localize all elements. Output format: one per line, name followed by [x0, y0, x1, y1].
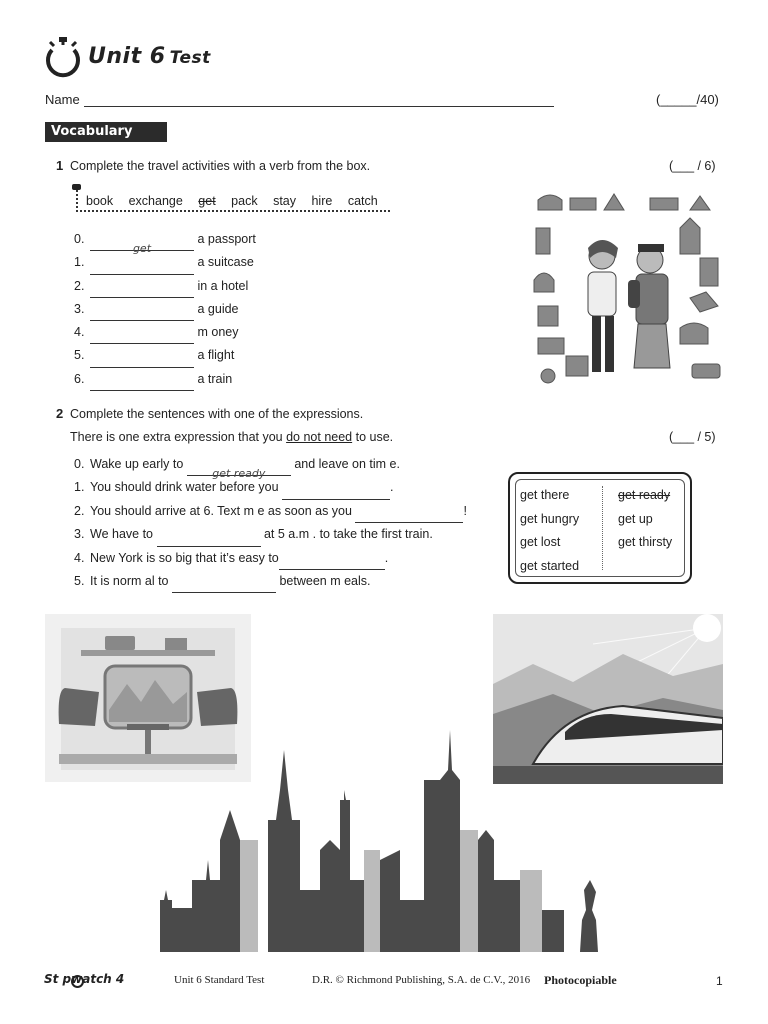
stopwatch-icon	[71, 975, 84, 988]
answer-field[interactable]	[90, 284, 194, 298]
list-item: 2. in a hotel	[74, 275, 256, 298]
expression-item: get there	[520, 488, 570, 502]
expression-box	[508, 472, 692, 584]
list-item: 0.get a passport	[74, 232, 256, 256]
name-label: Name	[45, 92, 80, 107]
expression-item: get started	[520, 558, 580, 573]
answer-field[interactable]: get ready	[187, 462, 291, 476]
exercise-2-score: (___ / 5)	[669, 430, 716, 444]
exercise-1-list	[74, 228, 256, 391]
word-item: catch	[347, 194, 378, 208]
list-item: 1. You should drink water before you .	[74, 476, 467, 499]
answer-field[interactable]	[279, 556, 385, 570]
word-item: book	[86, 194, 114, 208]
total-score: (_____/40)	[656, 92, 719, 107]
footer-photocopiable: Photocopiable	[544, 973, 617, 987]
expression-item: get lost	[520, 535, 561, 549]
exercise-2-list	[74, 453, 467, 593]
city-skyline-illustration	[150, 730, 610, 952]
name-field[interactable]	[84, 106, 554, 107]
exercise-1-number: 1	[56, 158, 64, 173]
exercise-2-number: 2	[56, 406, 64, 421]
unit-title: Unit 6 Test	[88, 44, 211, 69]
section-heading: Vocabulary	[45, 122, 167, 142]
list-item: 6. a train	[74, 368, 256, 391]
footer-brand: St pwatch 4	[44, 972, 125, 986]
answer-field[interactable]	[157, 533, 261, 547]
answer-field[interactable]	[90, 307, 194, 321]
answer-field[interactable]	[355, 509, 463, 523]
word-item-crossed: get	[198, 194, 216, 208]
stopwatch-icon	[44, 36, 82, 80]
exercise-1-score: (___ / 6)	[669, 159, 716, 173]
answer-field[interactable]	[90, 377, 194, 391]
answer-field[interactable]	[172, 579, 276, 593]
answer-field[interactable]	[90, 261, 194, 275]
answer-field[interactable]	[90, 330, 194, 344]
answer-field[interactable]: get	[90, 237, 194, 251]
expression-item: get thirsty	[618, 535, 673, 549]
expression-item-crossed: get ready	[618, 488, 671, 502]
list-item: 5. a flight	[74, 344, 256, 367]
word-item: stay	[273, 194, 296, 208]
answer-field[interactable]	[282, 486, 390, 500]
answer-field[interactable]	[90, 354, 194, 368]
footer-test-name: Unit 6 Standard Test	[174, 974, 265, 986]
word-item: hire	[311, 194, 333, 208]
exercise-1-instruction: Complete the travel activities with a verb from the box.	[70, 159, 371, 173]
list-item: 0. Wake up early to get ready and leave on tim e.	[74, 457, 400, 481]
word-item: exchange	[128, 194, 183, 208]
list-item: 1. a suitcase	[74, 251, 256, 274]
list-item: 3. a guide	[74, 298, 256, 321]
list-item: 4. New York is so big that it’s easy to .	[74, 547, 467, 570]
word-box	[76, 186, 390, 212]
expression-item: get up	[618, 511, 653, 526]
list-item: 3. We have to at 5 a.m . to take the first train.	[74, 523, 467, 546]
list-item: 5. It is norm al to between m eals.	[74, 570, 467, 593]
list-item: 2. You should arrive at 6. Text m e as soon as you !	[74, 500, 467, 523]
exercise-2-instruction-note: There is one extra expression that you do not need to use.	[70, 430, 394, 444]
page-number: 1	[716, 974, 723, 988]
exercise-2-instruction: Complete the sentences with one of the expressions.	[70, 407, 364, 421]
travelers-illustration	[530, 188, 726, 388]
expression-item: get hungry	[520, 511, 580, 526]
word-item: pack	[231, 194, 258, 208]
list-item: 4. m oney	[74, 321, 256, 344]
footer-copyright: D.R. © Richmond Publishing, S.A. de C.V., 2016	[312, 974, 531, 986]
